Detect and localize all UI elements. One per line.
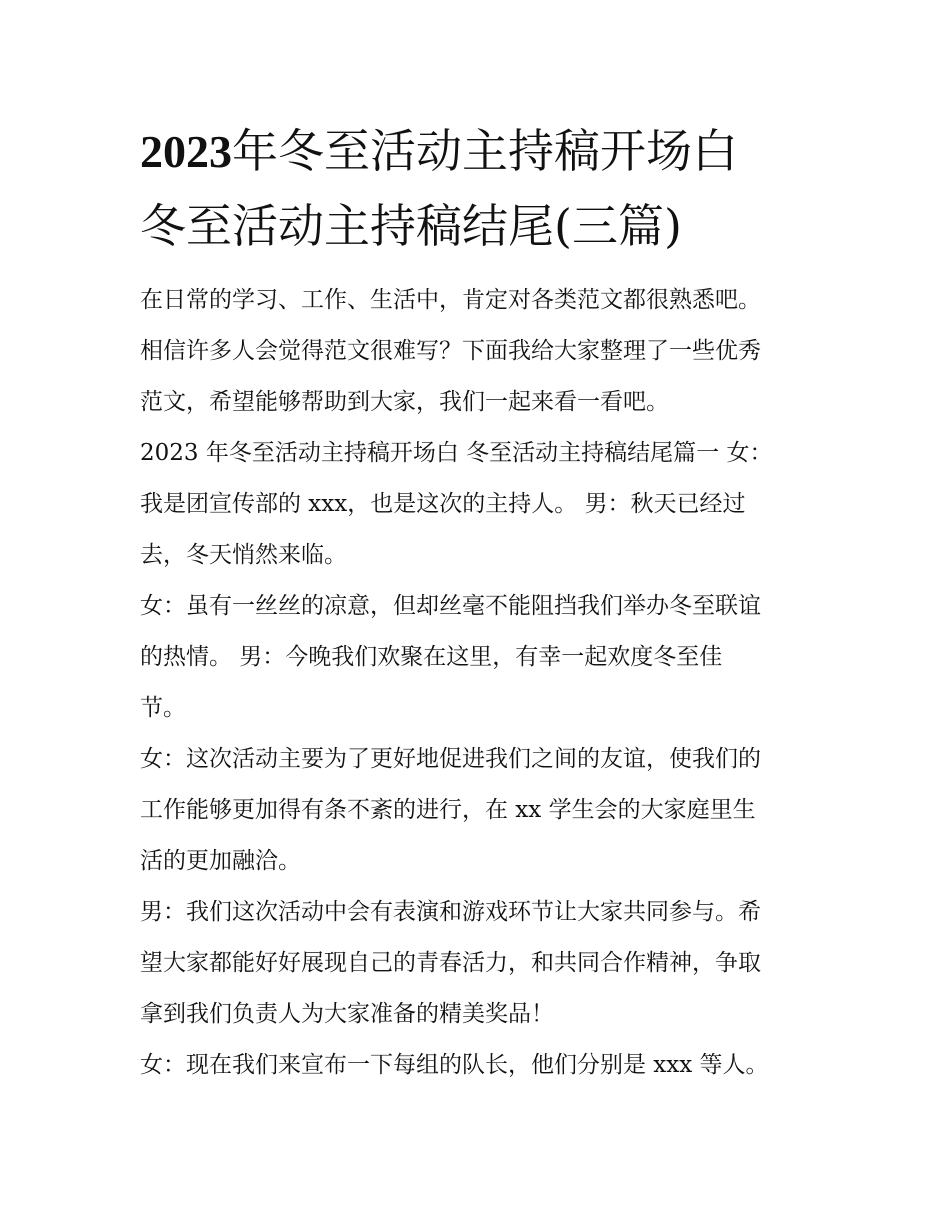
body-line: 范文，希望能够帮助到大家，我们一起来看一看吧。 (140, 389, 669, 415)
body-line: 工作能够更加得有条不紊的进行，在 xx 学生会的大家庭里生 (140, 797, 756, 823)
body-line: 我是团宣传部的 xxx，也是这次的主持人。 男：秋天已经过 (140, 491, 746, 517)
body-line: 的热情。 男：今晚我们欢聚在这里，有幸一起欢度冬至佳 (140, 644, 723, 670)
body-line: 在日常的学习、工作、生活中，肯定对各类范文都很熟悉吧。 (140, 287, 761, 313)
body-line: 男：我们这次活动中会有表演和游戏环节让大家共同参与。希 (140, 899, 761, 925)
title-line-2 (140, 189, 820, 263)
body-line: 望大家都能好好展现自己的青春活力，和共同合作精神，争取 (140, 950, 761, 976)
body-line: 2023 年冬至活动主持稿开场白 冬至活动主持稿结尾篇一 女： (140, 440, 773, 466)
title-line-2-text: 冬至活动主持稿结尾(三篇) (140, 199, 682, 253)
body-line: 相信许多人会觉得范文很难写？下面我给大家整理了一些优秀 (140, 338, 761, 364)
body-line: 去，冬天悄然来临。 (140, 542, 347, 568)
body-line: 女：这次活动主要为了更好地促进我们之间的友谊，使我们的 (140, 746, 761, 772)
body-line: 女：虽有一丝丝的凉意，但却丝毫不能阻挡我们举办冬至联谊 (140, 593, 761, 619)
title-year: 2023 (140, 126, 232, 177)
title-line-1-text: 年冬至活动主持稿开场白 (232, 124, 738, 178)
body-line: 拿到我们负责人为大家准备的精美奖品！ (140, 1001, 554, 1027)
body-line: 女：现在我们来宣布一下每组的队长，他们分别是 xxx 等人。 (140, 1052, 769, 1078)
document-body (140, 275, 820, 1091)
body-line: 活的更加融洽。 (140, 848, 301, 874)
title-line-1 (140, 114, 820, 189)
body-line: 节。 (140, 695, 186, 721)
document-title (140, 114, 820, 263)
